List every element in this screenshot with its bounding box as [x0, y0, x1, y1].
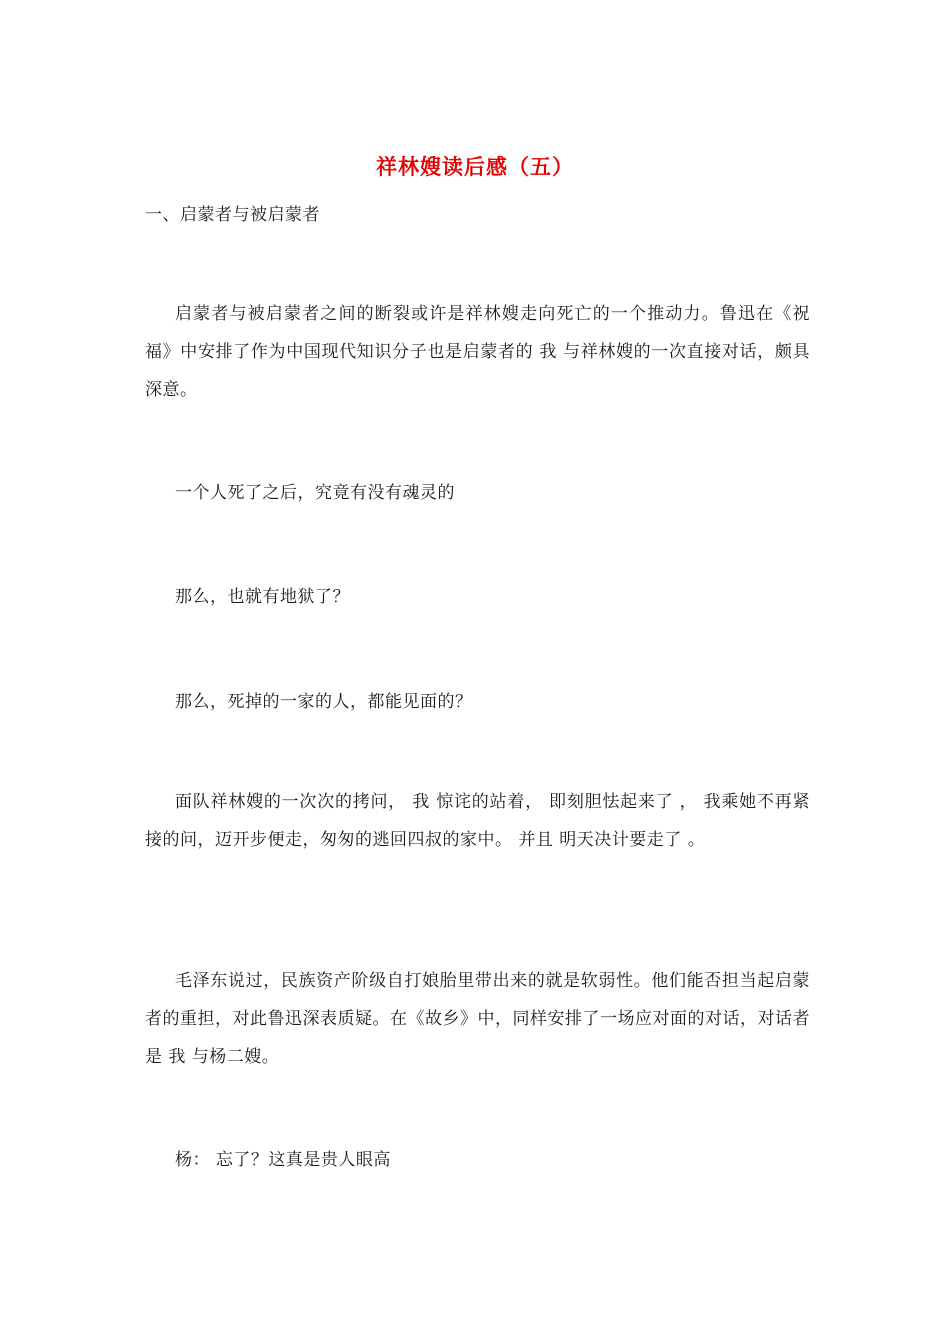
section-heading: 一、启蒙者与被启蒙者	[145, 205, 320, 225]
paragraph-2: 一个人死了之后，究竟有没有魂灵的	[175, 483, 455, 503]
paragraph-1: 启蒙者与被启蒙者之间的断裂或许是祥林嫂走向死亡的一个推动力。鲁迅在《祝福》中安排了作为中国现代知识分子也是启蒙者的 我 与祥林嫂的一次直接对话，颇具深意。	[145, 304, 810, 400]
document-title: 祥林嫂读后感（五）	[376, 154, 574, 179]
paragraph-3: 那么，也就有地狱了？	[175, 587, 350, 607]
paragraph-5: 面队祥林嫂的一次次的拷问， 我 惊诧的站着， 即刻胆怯起来了 ， 我乘她不再紧接的问，迈开步便走，匆匆的逃回四叔的家中。 并且 明天决计要走了 。	[145, 792, 810, 850]
paragraph-6: 毛泽东说过，民族资产阶级自打娘胎里带出来的就是软弱性。他们能否担当起启蒙者的重担，对此鲁迅深表质疑。在《故乡》中，同样安排了一场应对面的对话，对话者是 我 与杨二嫂。	[145, 971, 810, 1067]
paragraph-4: 那么，死掉的一家的人，都能见面的？	[175, 692, 473, 712]
paragraph-7: 杨： 忘了？这真是贵人眼高	[175, 1150, 391, 1170]
